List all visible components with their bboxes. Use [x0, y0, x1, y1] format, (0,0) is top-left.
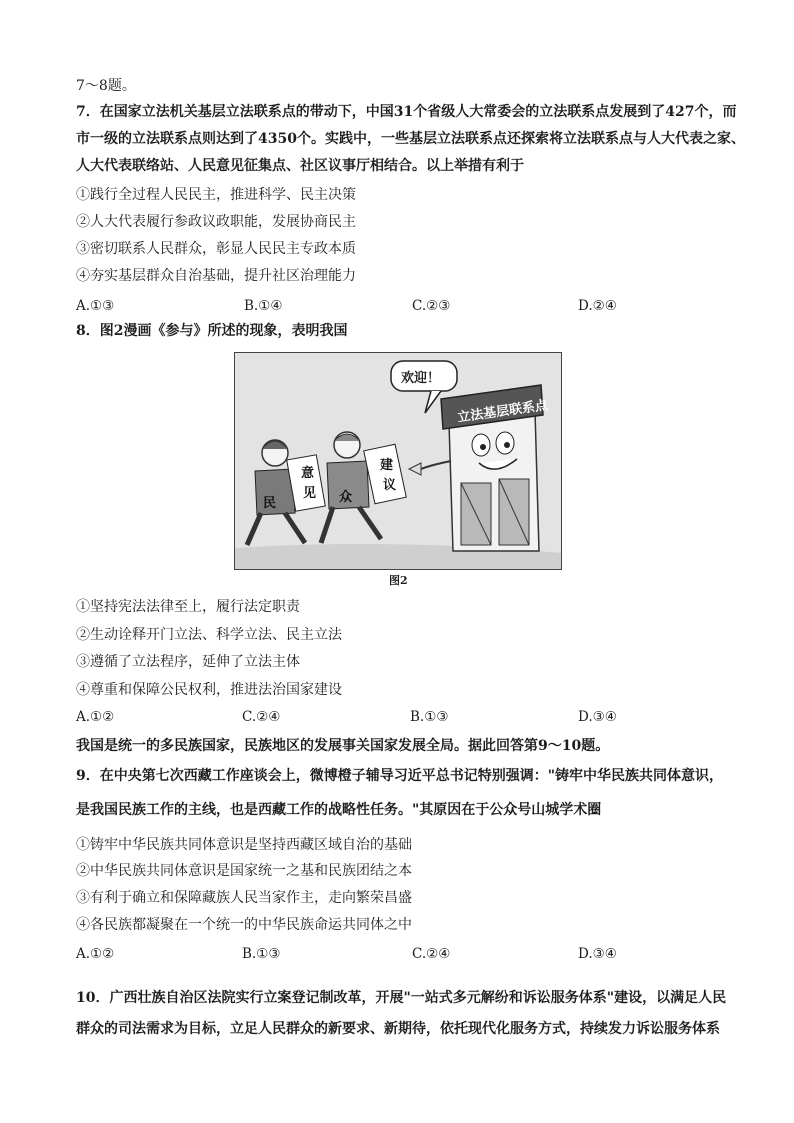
question-7-line-1: 7．在国家立法机关基层立法联系点的带动下，中国31个省级人大常委会的立法联系点发展到了427个，而	[76, 104, 737, 120]
person-2-label: 众	[339, 490, 353, 505]
question-9-line-1: 9．在中央第七次西藏工作座谈会上，微博橙子辅导习近平总书记特别强调："铸牢中华民族共同体意识，	[76, 768, 724, 784]
intro-9-10: 我国是统一的多民族国家，民族地区的发展事关国家发展全局。据此回答第9～10题。	[76, 738, 610, 754]
question-7-line-2: 市一级的立法联系点则达到了4350个。实践中，一些基层立法联系点还探索将立法联系点与人大代表之家、	[76, 131, 745, 147]
q9-option-a[interactable]: A.①②	[76, 946, 115, 962]
speech-text: 欢迎！	[401, 371, 441, 386]
q7-item-2: ②人大代表履行参政议政职能，发展协商民主	[76, 214, 356, 230]
q9-item-4: ④各民族都凝聚在一个统一的中华民族命运共同体之中	[76, 917, 412, 933]
question-10-line-2: 群众的司法需求为目标，立足人民群众的新要求、新期待，依托现代化服务方式，持续发力诉讼服务体系	[76, 1021, 720, 1037]
q8-option-b[interactable]: B.①③	[410, 709, 449, 725]
doc-1-char-1: 意	[301, 466, 315, 481]
doc-2-char-2: 议	[383, 478, 397, 493]
q7-option-b[interactable]: B.①④	[244, 298, 283, 314]
q8-item-4: ④尊重和保障公民权利，推进法治国家建设	[76, 682, 342, 698]
doc-2-char-1: 建	[380, 458, 394, 473]
question-8-stem: 8．图2漫画《参与》所述的现象，表明我国	[76, 323, 348, 339]
q8-option-d[interactable]: D.③④	[578, 709, 617, 725]
question-7-line-3: 人大代表联络站、人民意见征集点、社区议事厅相结合。以上举措有利于	[76, 158, 524, 174]
q8-item-2: ②生动诠释开门立法、科学立法、民主立法	[76, 627, 342, 643]
q9-option-c[interactable]: C.②④	[412, 946, 451, 962]
q8-option-a[interactable]: A.①②	[76, 709, 115, 725]
question-10-line-1: 10．广西壮族自治区法院实行立案登记制改革，开展"一站式多元解纷和诉讼服务体系"建设，以满足人民	[76, 990, 727, 1006]
q7-item-1: ①践行全过程人民民主，推进科学、民主决策	[76, 187, 356, 203]
q7-option-a[interactable]: A.①③	[76, 298, 115, 314]
person-1-label: 民	[263, 496, 277, 511]
q7-item-4: ④夯实基层群众自治基础，提升社区治理能力	[76, 268, 356, 284]
q9-item-3: ③有利于确立和保障藏族人民当家作主，走向繁荣昌盛	[76, 890, 412, 906]
q8-item-3: ③遵循了立法程序，延伸了立法主体	[76, 654, 300, 670]
figure-caption: 图2	[389, 574, 408, 587]
question-9-line-2: 是我国民族工作的主线，也是西藏工作的战略性任务。"其原因在于公众号山城学术圈	[76, 802, 602, 818]
q9-option-b[interactable]: B.①③	[242, 946, 281, 962]
q8-option-c[interactable]: C.②④	[242, 709, 281, 725]
q7-option-d[interactable]: D.②④	[578, 298, 617, 314]
q7-option-c[interactable]: C.②③	[412, 298, 451, 314]
cartoon-illustration	[235, 353, 561, 569]
sign-text: 立法基层联系点	[456, 398, 549, 426]
intro-text: 7～8题。	[76, 78, 136, 94]
q9-item-2: ②中华民族共同体意识是国家统一之基和民族团结之本	[76, 863, 412, 879]
q9-item-1: ①铸牢中华民族共同体意识是坚持西藏区域自治的基础	[76, 837, 412, 853]
q8-item-1: ①坚持宪法法律至上，履行法定职责	[76, 599, 300, 615]
cartoon-figure	[234, 352, 562, 570]
doc-1-char-2: 见	[303, 486, 317, 501]
q7-item-3: ③密切联系人民群众，彰显人民民主专政本质	[76, 241, 356, 257]
q9-option-d[interactable]: D.③④	[578, 946, 617, 962]
